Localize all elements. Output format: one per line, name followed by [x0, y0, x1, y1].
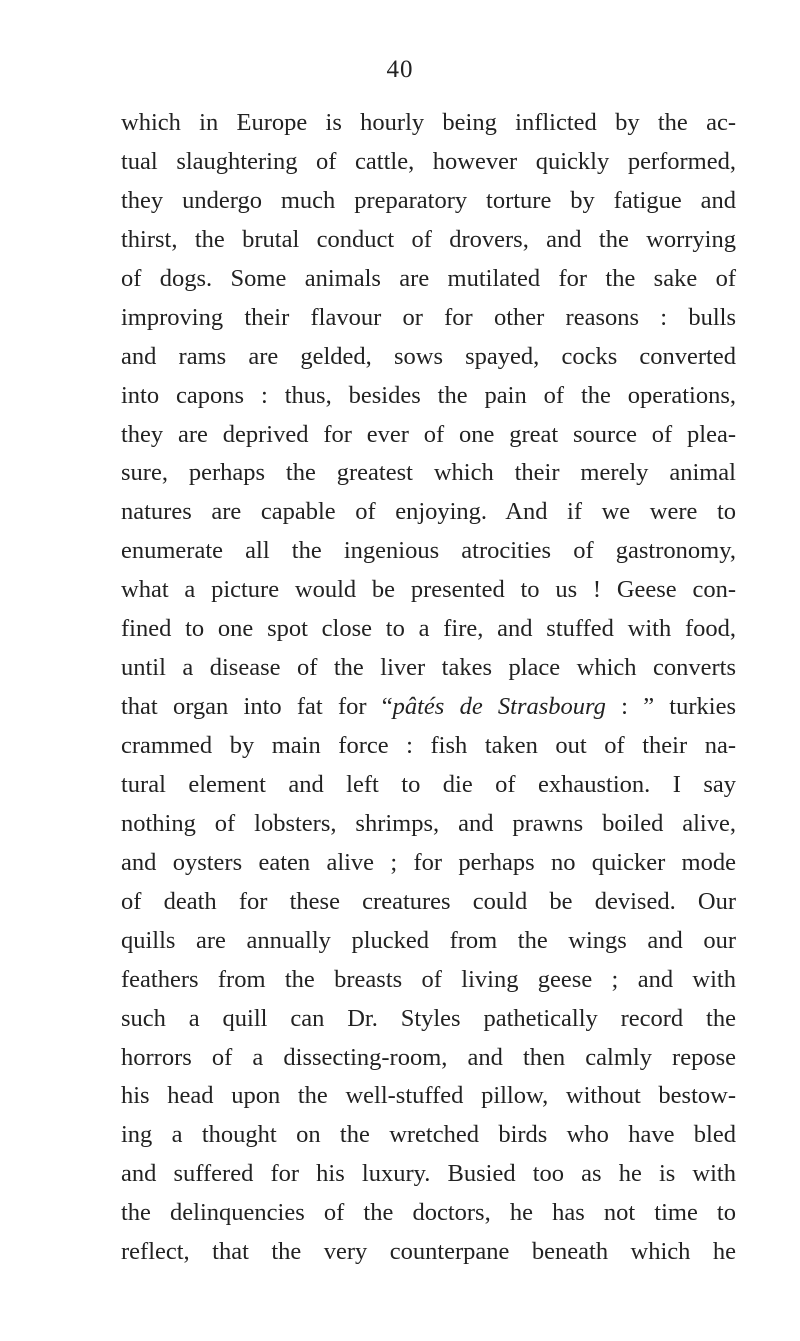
text-line: enumerate all the ingenious atrocities of gastronomy, [121, 537, 736, 565]
text-line: tual slaughtering of cattle, however quickly performed, [121, 147, 736, 175]
text-line: they undergo much preparatory torture by fatigue and [121, 186, 736, 214]
text-line: nothing of lobsters, shrimps, and prawns boiled alive, [121, 809, 736, 837]
text-line: feathers from the breasts of living geese ; and with [121, 965, 736, 993]
page-number: 40 [386, 56, 414, 83]
text-line: reflect, that the very counterpane beneath which he [121, 1238, 736, 1266]
text-line: until a disease of the liver takes place which converts [121, 654, 736, 682]
body-paragraph [121, 104, 736, 1272]
italic-phrase: pâtés de Strasbourg [392, 693, 606, 721]
text-segment: : ” turkies [605, 693, 736, 721]
text-line-with-italic [121, 688, 736, 727]
text-line: ing a thought on the wretched birds who have bled [121, 1121, 736, 1149]
text-segment: that organ into fat for “ [121, 693, 393, 721]
text-line: fined to one spot close to a fire, and stuffed with food, [121, 615, 736, 643]
text-line: they are deprived for ever of one great source of plea- [121, 420, 736, 448]
text-line: the delinquencies of the doctors, he has not time to [121, 1199, 736, 1227]
text-line: tural element and left to die of exhaustion. I say [121, 770, 736, 798]
text-line: of dogs. Some animals are mutilated for the sake of [121, 264, 736, 292]
text-line: quills are annually plucked from the wings and our [121, 926, 736, 954]
text-line: thirst, the brutal conduct of drovers, and the worrying [121, 225, 736, 253]
text-line: of death for these creatures could be devised. Our [121, 887, 736, 915]
text-line: crammed by main force : fish taken out of their na- [121, 732, 736, 759]
text-line: sure, perhaps the greatest which their merely animal [121, 459, 736, 487]
text-line: and suffered for his luxury. Busied too as he is with [121, 1160, 736, 1188]
text-line: improving their flavour or for other reasons : bulls [121, 303, 736, 331]
text-line: such a quill can Dr. Styles pathetically record the [121, 1004, 736, 1032]
text-line: and oysters eaten alive ; for perhaps no quicker mode [121, 848, 736, 876]
text-line: into capons : thus, besides the pain of the operations, [121, 381, 736, 409]
text-line: horrors of a dissecting-room, and then calmly repose [121, 1043, 736, 1071]
text-line: natures are capable of enjoying. And if we were to [121, 498, 736, 526]
text-line: what a picture would be presented to us ! Geese con- [121, 576, 736, 604]
text-line: which in Europe is hourly being inflicted by the ac- [121, 109, 736, 136]
text-line: and rams are gelded, sows spayed, cocks converted [121, 342, 736, 370]
text-line: his head upon the well-stuffed pillow, without bestow- [121, 1082, 736, 1110]
